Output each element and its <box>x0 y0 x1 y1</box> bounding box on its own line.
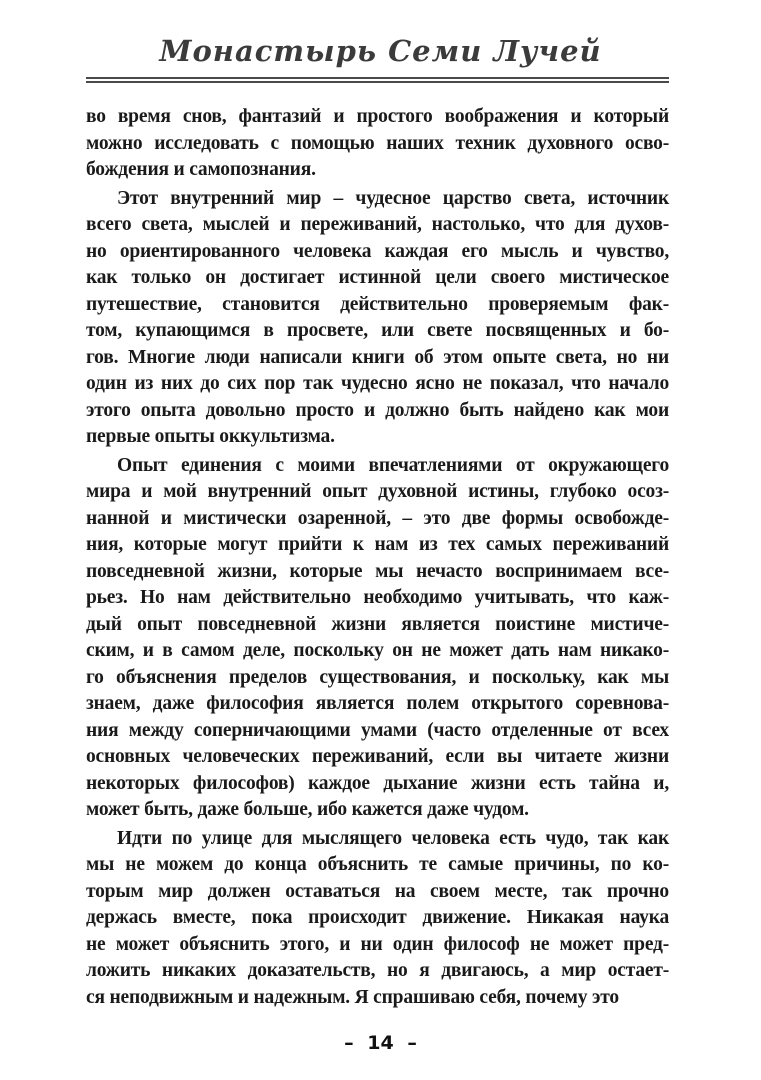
text-line: первые опыты оккультизма. <box>86 426 335 447</box>
text-line: держась вместе, пока происходит движение. Никакая наука <box>86 907 669 928</box>
text-line: ложить никаких доказательств, но я двигаюсь, а мир остает- <box>86 960 669 981</box>
text-line: повседневной жизни, которые мы нечасто воспринимаем все- <box>86 560 669 582</box>
text-line: ния, которые могут прийти к нам из тех самых переживаний <box>86 534 669 555</box>
text-line: рьез. Но нам действительно необходимо учитывать, что каж- <box>86 587 669 608</box>
text-line: всего света, мыслей и переживаний, настолько, что для духов- <box>86 214 669 235</box>
text-line: мы не можем до конца объяснить те самые причины, по ко- <box>86 854 669 875</box>
text-line: Опыт единения с моими впечатлениями от окружающего <box>117 454 669 476</box>
header-rule <box>86 77 669 83</box>
text-line: основных человеческих переживаний, если вы читаете жизни <box>86 746 669 767</box>
text-line: Идти по улице для мыслящего человека есть чудо, так как <box>117 827 669 849</box>
text-line: нанной и мистически озаренной, – это две формы освобожде- <box>86 507 669 529</box>
text-line: не может объяснить этого, и ни один философ не может пред- <box>86 933 669 955</box>
page-body <box>86 104 669 1011</box>
text-line: как только он достигает истинной цели своего мистическое <box>86 267 669 288</box>
text-line: ским, и в самом деле, поскольку он не может дать нам никако- <box>86 640 669 661</box>
text-line: знаем, даже философия является полем открытого соревнова- <box>86 693 669 714</box>
text-line: торым мир должен оставаться на своем месте, так прочно <box>86 880 669 902</box>
text-line: путешествие, становится действительно проверяемым фак- <box>86 293 669 315</box>
text-line: гов. Многие люди написали книги об этом опыте света, но ни <box>86 346 669 368</box>
text-line: дый опыт повседневной жизни является поистине мистиче- <box>86 613 669 635</box>
text-line: но ориентированного человека каждая его мысль и чувство, <box>86 240 669 262</box>
text-line: некоторых философов) каждое дыхание жизни есть тайна и, <box>86 772 669 794</box>
text-line: Этот внутренний мир – чудесное царство света, источник <box>117 187 669 209</box>
paragraph <box>86 186 669 451</box>
text-line: том, купающимся в просвете, или свете посвященных и бо- <box>86 320 669 341</box>
paragraph <box>86 826 669 1012</box>
text-line: го объяснения пределов существования, и поскольку, как мы <box>86 666 669 688</box>
paragraph <box>86 453 669 824</box>
text-line: может быть, даже больше, ибо кажется даже чудом. <box>86 799 529 820</box>
paragraph <box>86 104 669 184</box>
running-header-title: Монастырь Семи Лучей <box>159 34 602 68</box>
text-line: один из них до сих пор так чудесно ясно не показал, что начало <box>86 373 669 394</box>
text-line: этого опыта довольно просто и должно быть найдено как мои <box>86 399 669 421</box>
text-line: можно исследовать с помощью наших техник духовного осво- <box>86 132 669 154</box>
text-line: мира и мой внутренний опыт духовной истины, глубоко осоз- <box>86 481 669 502</box>
page-number: – 14 – <box>344 1032 417 1054</box>
text-line: во время снов, фантазий и простого воображения и который <box>86 106 669 127</box>
text-line: ния между соперничающими умами (часто отделенные от всех <box>86 719 669 741</box>
text-line: ся неподвижным и надежным. Я спрашиваю себя, почему это <box>86 986 619 1008</box>
text-line: бождения и самопознания. <box>86 159 316 180</box>
